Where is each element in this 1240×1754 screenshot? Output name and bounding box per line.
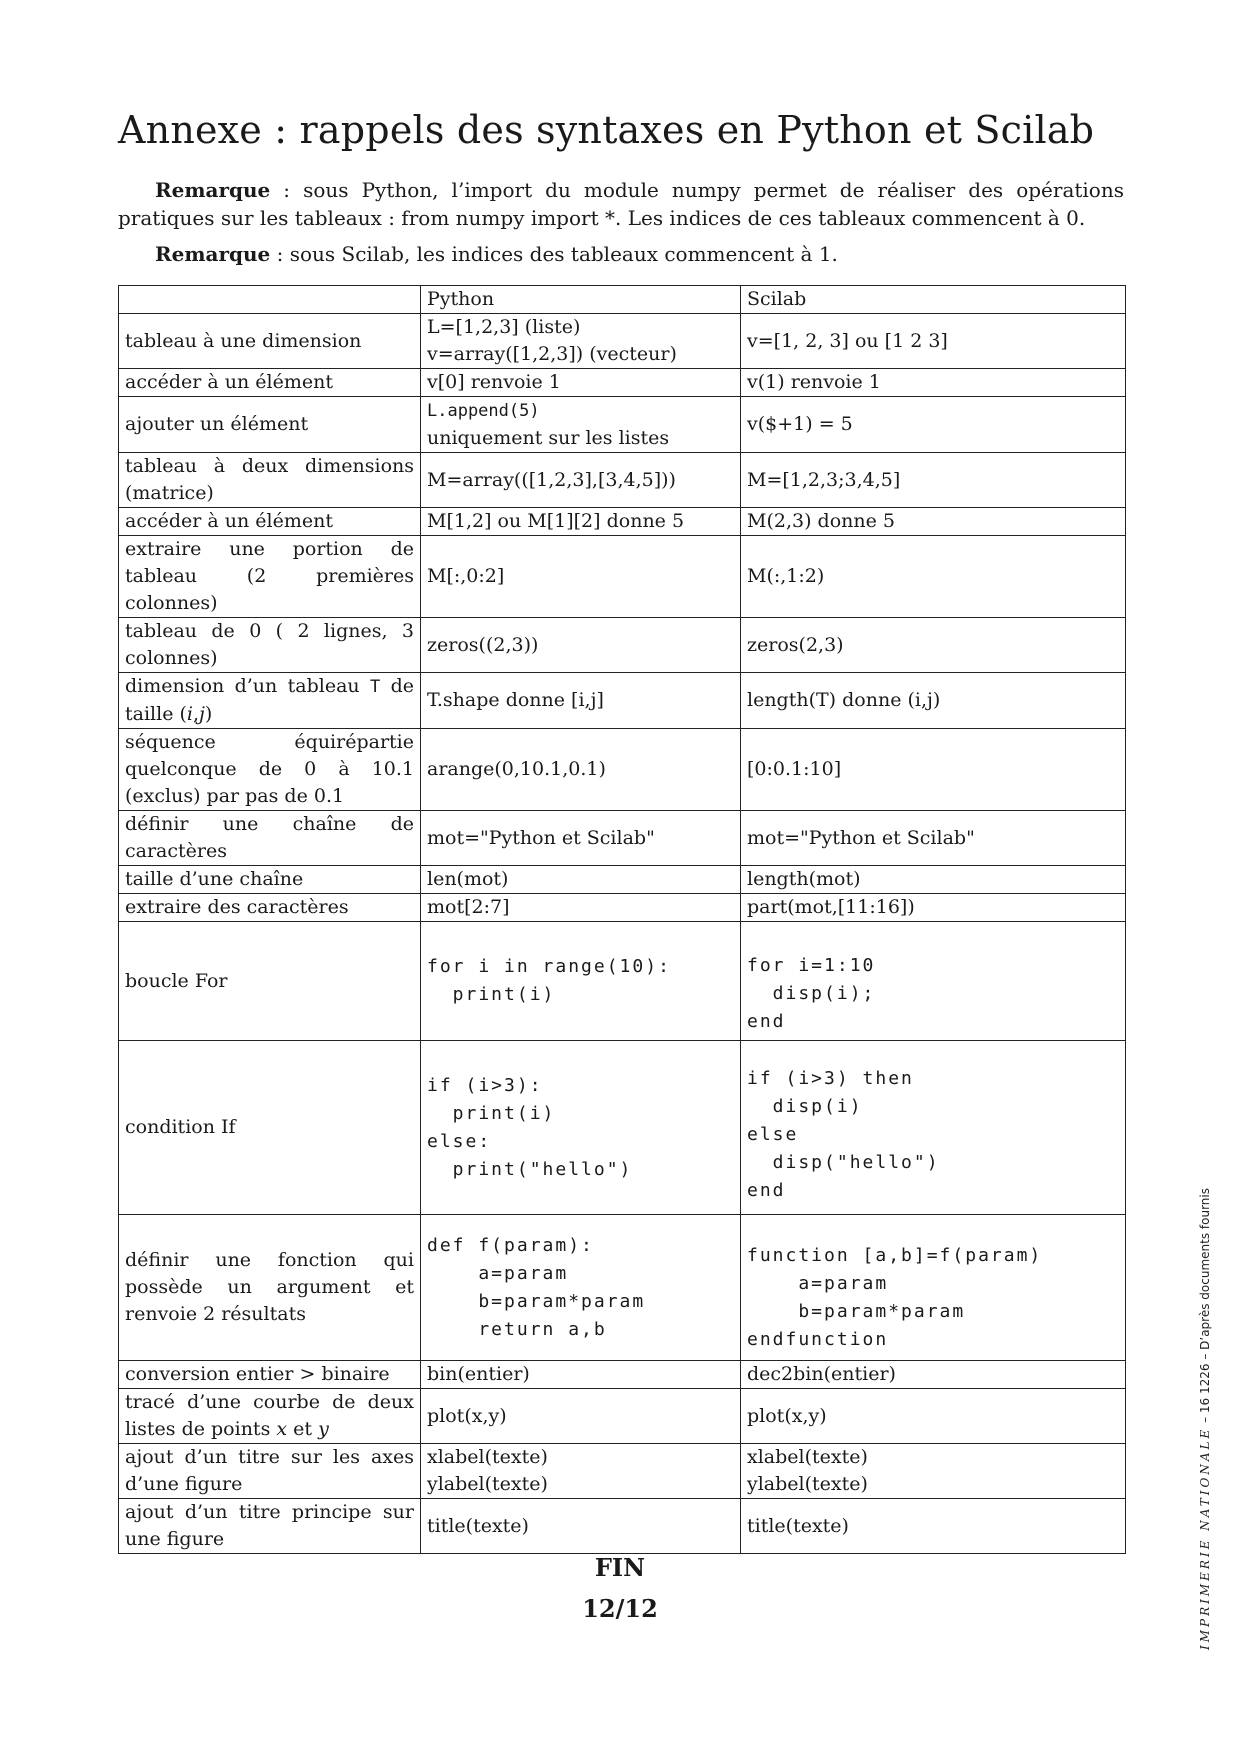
table-row <box>119 866 1126 894</box>
python-cell: xlabel(texte) ylabel(texte) <box>421 1444 741 1499</box>
scilab-code: function [a,b]=f(param) a=param b=param*param endfunction <box>747 1244 1043 1350</box>
row-label: extraire des caractères <box>119 894 421 922</box>
scilab-cell: M=[1,2,3;3,4,5] <box>741 453 1126 508</box>
printer-reference: – 16 1226 – D’après documents fournis <box>1198 1188 1212 1427</box>
python-cell: mot[2:7] <box>421 894 741 922</box>
row-label: extraire une portion de tableau (2 premières colonnes) <box>119 536 421 618</box>
scilab-cell: mot="Python et Scilab" <box>741 811 1126 866</box>
python-cell: plot(x,y) <box>421 1389 741 1444</box>
scilab-cell: v(1) renvoie 1 <box>741 369 1126 397</box>
scilab-cell: dec2bin(entier) <box>741 1361 1126 1389</box>
scilab-cell: M(:,1:2) <box>741 536 1126 618</box>
python-code-array: L=[1,2,3] <box>427 316 519 338</box>
python-cell: M[:,0:2] <box>421 536 741 618</box>
scilab-cell: xlabel(texte) ylabel(texte) <box>741 1444 1126 1499</box>
row-label: définir une fonction qui possède un argument et renvoie 2 résultats <box>119 1215 421 1361</box>
row-label: tracé d’une courbe de deux listes de points x et y <box>119 1389 421 1444</box>
row-label: séquence équirépartie quelconque de 0 à 10.1 (exclus) par pas de 0.1 <box>119 729 421 811</box>
scilab-cell: [0:0.1:10] <box>741 729 1126 811</box>
python-cell <box>421 1215 741 1361</box>
table-row <box>119 894 1126 922</box>
table-row <box>119 922 1126 1041</box>
remark-numpy <box>118 176 1124 232</box>
row-label: taille d’une chaîne <box>119 866 421 894</box>
scilab-cell <box>741 922 1126 1041</box>
table-row <box>119 729 1126 811</box>
table-row <box>119 1499 1126 1554</box>
table-row <box>119 673 1126 729</box>
row-label: ajout d’un titre sur les axes d’une figure <box>119 1444 421 1499</box>
row-label: définir une chaîne de caractères <box>119 811 421 866</box>
scilab-cell: title(texte) <box>741 1499 1126 1554</box>
python-cell: zeros((2,3)) <box>421 618 741 673</box>
table-row <box>119 536 1126 618</box>
remark-scilab <box>118 240 1124 268</box>
remark-label: Remarque <box>155 242 271 266</box>
python-cell: v[0] renvoie 1 <box>421 369 741 397</box>
row-label: ajouter un élément <box>119 397 421 453</box>
row-label: tableau à deux dimensions (matrice) <box>119 453 421 508</box>
scilab-cell <box>741 1215 1126 1361</box>
scilab-code: for i=1:10 disp(i); end <box>747 955 876 1032</box>
row-label: ajout d’un titre principe sur une figure <box>119 1499 421 1554</box>
table-row <box>119 453 1126 508</box>
row-label: conversion entier > binaire <box>119 1361 421 1389</box>
scilab-cell: plot(x,y) <box>741 1389 1126 1444</box>
python-cell: arange(0,10.1,0.1) <box>421 729 741 811</box>
python-cell: M[1,2] ou M[1][2] donne 5 <box>421 508 741 536</box>
page-number: 12/12 <box>582 1594 658 1623</box>
table-row <box>119 1041 1126 1215</box>
header-scilab: Scilab <box>741 286 1126 314</box>
table-row <box>119 618 1126 673</box>
header-python: Python <box>421 286 741 314</box>
row-label: condition If <box>119 1041 421 1215</box>
python-code: for i in range(10): print(i) <box>427 956 671 1005</box>
table-row <box>119 314 1126 369</box>
table-row <box>119 508 1126 536</box>
python-cell: L=[1,2,3] (liste) v=array([1,2,3]) (vecteur) <box>421 314 741 369</box>
table-row <box>119 1444 1126 1499</box>
row-label: boucle For <box>119 922 421 1041</box>
table-row <box>119 811 1126 866</box>
python-cell: bin(entier) <box>421 1361 741 1389</box>
python-cell: title(texte) <box>421 1499 741 1554</box>
row-label: tableau à une dimension <box>119 314 421 369</box>
remark-text: : sous Python, l’import du module numpy permet de réaliser des opérations pratiques sur les tableaux : from numpy import *. Les indices de ces tableaux commencent à 0. <box>118 178 1124 230</box>
python-cell: M=array(([1,2,3],[3,4,5])) <box>421 453 741 508</box>
python-cell: len(mot) <box>421 866 741 894</box>
table-row <box>119 1215 1126 1361</box>
syntax-table <box>118 285 1126 1554</box>
scilab-cell: M(2,3) donne 5 <box>741 508 1126 536</box>
row-label: dimension d’un tableau T de taille (i,j) <box>119 673 421 729</box>
python-cell <box>421 1041 741 1215</box>
table-row <box>119 369 1126 397</box>
python-code: def f(param): a=param b=param*param return a,b <box>427 1234 646 1340</box>
scilab-cell: length(T) donne (i,j) <box>741 673 1126 729</box>
remark-text: : sous Scilab, les indices des tableaux commencent à 1. <box>270 242 838 266</box>
scilab-cell: zeros(2,3) <box>741 618 1126 673</box>
row-label: accéder à un élément <box>119 508 421 536</box>
python-cell: mot="Python et Scilab" <box>421 811 741 866</box>
remark-label: Remarque <box>155 178 271 202</box>
table-row <box>119 397 1126 453</box>
scilab-cell: v($+1) = 5 <box>741 397 1126 453</box>
python-cell: T.shape donne [i,j] <box>421 673 741 729</box>
scilab-cell: part(mot,[11:16]) <box>741 894 1126 922</box>
row-label: tableau de 0 ( 2 lignes, 3 colonnes) <box>119 618 421 673</box>
scilab-code: if (i>3) then disp(i) else disp("hello") end <box>747 1067 940 1201</box>
table-row <box>119 1361 1126 1389</box>
scilab-cell <box>741 1041 1126 1215</box>
printer-credit <box>1198 1188 1212 1650</box>
python-cell: L.append(5) uniquement sur les listes <box>421 397 741 453</box>
table-header-row <box>119 286 1126 314</box>
page-title: Annexe : rappels des syntaxes en Python et Scilab <box>118 108 1095 152</box>
end-marker: FIN <box>594 1553 646 1582</box>
printer-name: IMPRIMERIE NATIONALE <box>1198 1426 1212 1650</box>
python-cell <box>421 922 741 1041</box>
scilab-cell: v=[1, 2, 3] ou [1 2 3] <box>741 314 1126 369</box>
python-code: if (i>3): print(i) else: print("hello") <box>427 1074 633 1180</box>
row-label: accéder à un élément <box>119 369 421 397</box>
table-row <box>119 1389 1126 1444</box>
scilab-cell: length(mot) <box>741 866 1126 894</box>
header-empty <box>119 286 421 314</box>
